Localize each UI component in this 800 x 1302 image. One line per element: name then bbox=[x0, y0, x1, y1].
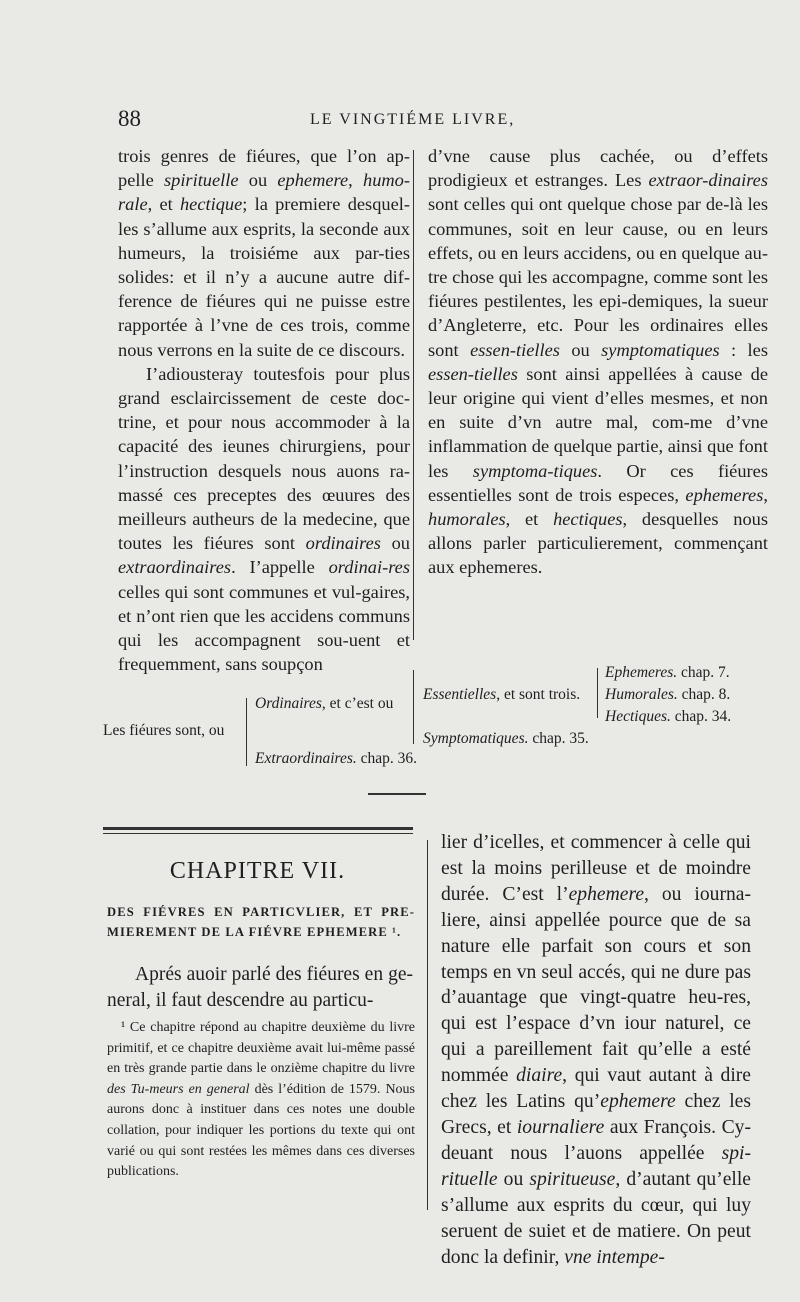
chapter-subtitle: DES FIÉVRES EN PARTICVLIER, ET PRE-MIEREMENT DE LA FIÉVRE EPHEMERE ¹. bbox=[107, 905, 415, 939]
table-extraordinaires: Extraordinaires. chap. 36. bbox=[255, 750, 418, 767]
table-symptomatiques: Symptomatiques. chap. 35. bbox=[423, 730, 589, 747]
upper-left-column bbox=[118, 144, 410, 676]
table-leaf-hectiques: Hectiques. chap. 34. bbox=[605, 708, 732, 725]
paragraph: trois genres de fiéures, que l’on ap-pelle spirituelle ou ephemere, humo-rale, et hectique; la premiere desquel-les s’allume aux esprits, la seconde aux humeurs, la troisiéme aux par-ties solides: et il n’y a aucune autre dif-ference de fiéures qui ne puisse estre rapportée à l’vne de ces trois, comme nous verrons en la suite de ce discours. bbox=[118, 146, 410, 360]
table-essentielles: Essentielles, et sont trois. bbox=[423, 686, 581, 703]
chapter-rule bbox=[103, 827, 413, 830]
paragraph: d’vne cause plus cachée, ou d’effets prodigieux et estranges. Les extraor-dinaires sont celles qui ont quelque chose par de-là les communes, soit en leur cause, ou en leurs effets, ou en leurs accidens, ou en quelque au-tre chose qui les accompagne, comme sont les fiéures pestilentes, les epi-demiques, la sueur d’Angleterre, etc. Pour les ordinaires elles sont essen-tielles ou symptomatiques : les essen-tielles sont ainsi appellées à cause de leur origine qui vient d’elles mesmes, et non en suite d’vn autre mal, com-me d’vne inflammation de quelque partie, ainsi que font les symptoma-tiques. Or ces fiéures essentielles sont de trois especes, ephemeres, humorales, et hectiques, desquelles nous allons parler particulierement, commençant aux ephemeres. bbox=[428, 146, 768, 578]
table-leaf-ephemeres: Ephemeres. chap. 7. bbox=[605, 664, 730, 681]
brace bbox=[413, 670, 414, 744]
page-number: 88 bbox=[118, 106, 141, 131]
chapter-title: CHAPITRE VII. bbox=[169, 858, 346, 884]
upper-right-column bbox=[428, 144, 768, 580]
running-title: LE VINGTIÉME LIVRE, bbox=[310, 111, 516, 128]
paragraph: lier d’icelles, et commencer à celle qui est la moins perilleuse et de moindre durée. C’est l’ephemere, ou iourna-liere, ainsi appellée pource que de sa nature elle parfait son cours et son temps en vn seul accés, qui ne dure pas d’auantage que vingt-quatre heu-res, qui est l’espace d’vn iour naturel, ce qui a pareillement fait qu’elle a esté nommée diaire, qui vaut autant à dire chez les Latins qu’ephemere chez les Grecs, et iournaliere aux François. Cy-deuant nous l’auons appellée spi-rituelle ou spiritueuse, d’autant qu’elle s’allume aux esprits du cœur, qui luy seruent de suiet et de matiere. On peut donc la definir, vne intempe- bbox=[441, 832, 751, 1268]
table-leaf-humorales: Humorales. chap. 8. bbox=[605, 686, 731, 703]
brace bbox=[246, 698, 247, 766]
chapter-rule bbox=[103, 833, 413, 834]
lower-left-column bbox=[107, 962, 413, 1014]
column-rule bbox=[427, 840, 428, 1210]
lower-right-column bbox=[441, 830, 751, 1270]
table-root-label: Les fiéures sont, ou bbox=[103, 722, 225, 739]
section-separator bbox=[368, 793, 426, 795]
footnote: ¹ Ce chapitre répond au chapitre deuxième du livre primitif, et ce chapitre deuxième avait lui-même passé en très grande partie dans le onzième chapitre du livre des Tu-meurs en general dès l’édition de 1579. Nous aurons donc à instituer dans ces notes une double collation, pour indiquer les portions du texte qui ont varié ou qui sont restées les mêmes dans ces diverses publications. bbox=[107, 1020, 415, 1180]
table-ordinaires: Ordinaires, et c’est ou bbox=[255, 695, 394, 712]
paragraph: Aprés auoir parlé des fiéures en ge-neral, il faut descendre au particu- bbox=[107, 964, 413, 1011]
brace bbox=[597, 668, 598, 718]
page-header bbox=[100, 106, 760, 140]
paragraph: I’adiousteray toutesfois pour plus grand esclaircissement de ceste doc-trine, et pour nous accommoder à la capacité des ieunes chirurgiens, pour l’instruction desquels nous auons ra-massé ces preceptes des œuures des meilleurs autheurs de la medecine, que toutes les fiéures sont ordinaires ou extraordinaires. I’appelle ordinai-res celles qui sont communes et vul-gaires, et n’ont rien que les accidens communs qui les accompagnent sou-uent et frequemment, sans soupçon bbox=[118, 363, 410, 675]
column-rule bbox=[413, 150, 414, 640]
